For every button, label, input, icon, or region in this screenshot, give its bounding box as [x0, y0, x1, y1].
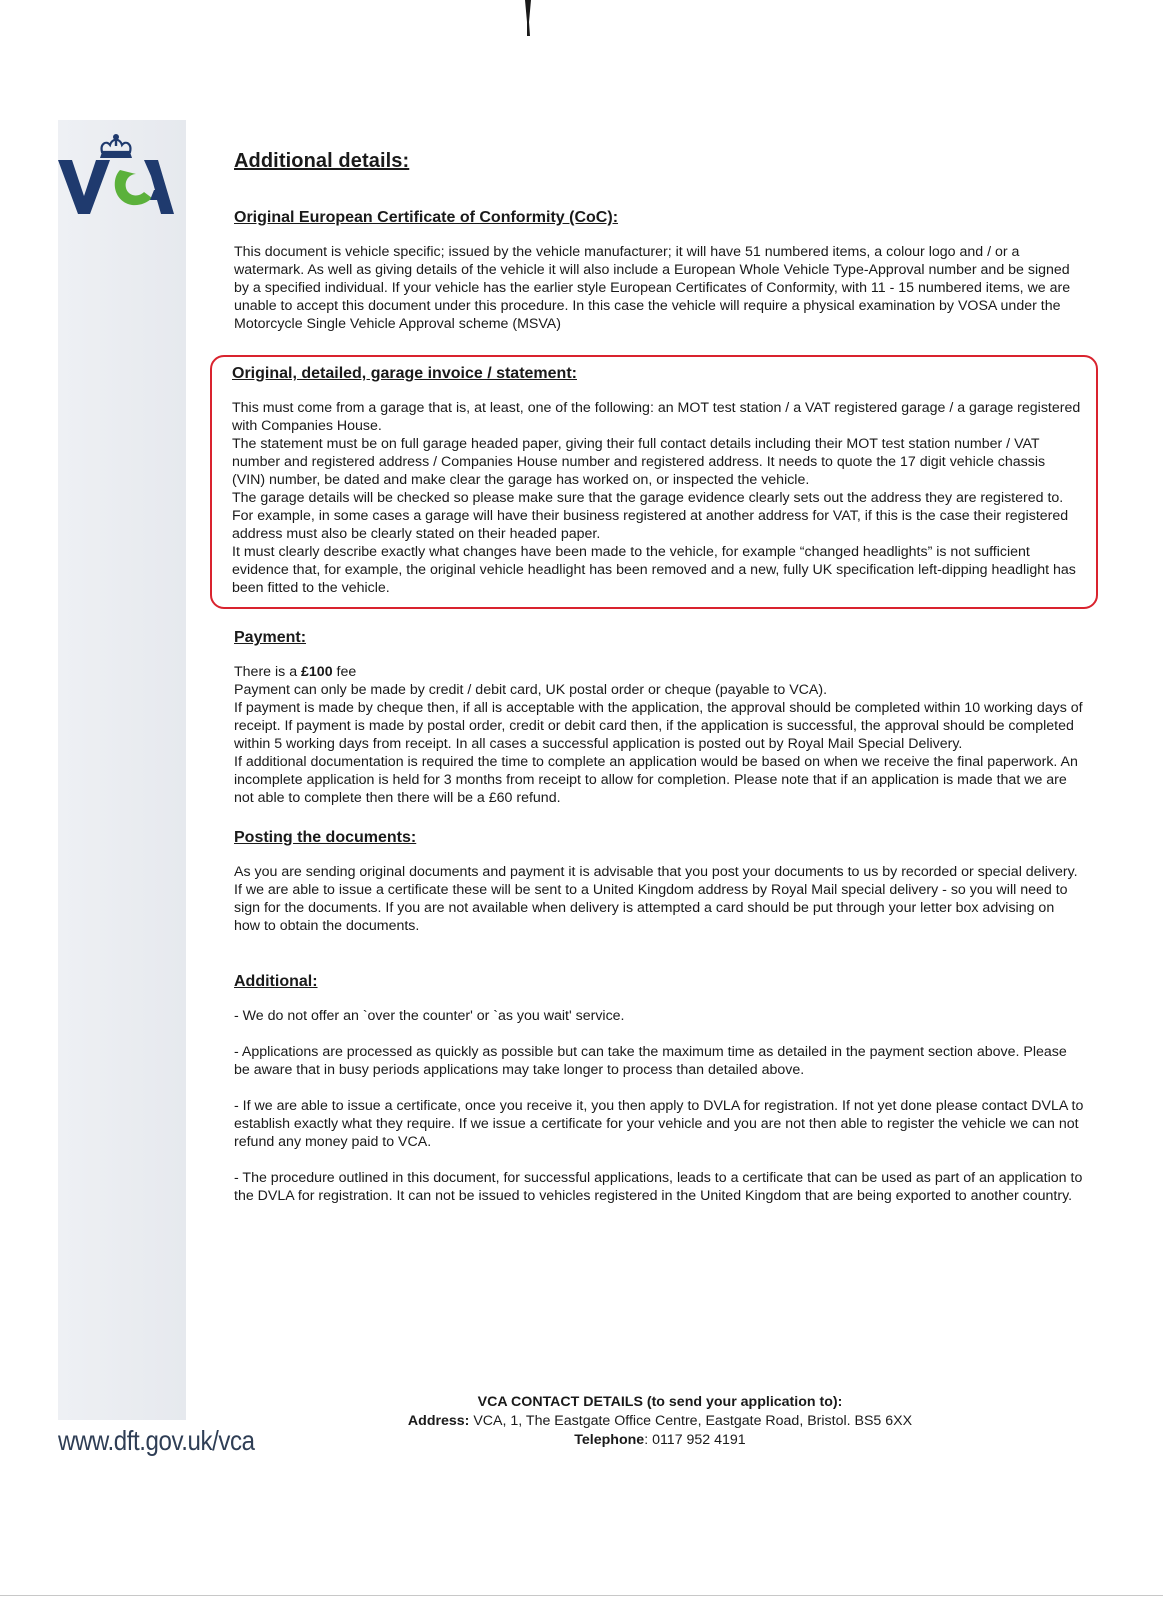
- fee-suffix: fee: [332, 664, 357, 680]
- page-edge-line: [0, 1595, 1163, 1596]
- vca-logo: [58, 132, 174, 214]
- payment-heading: Payment:: [234, 629, 307, 646]
- website-url: www.dft.gov.uk/vca: [58, 1425, 255, 1456]
- vca-logo-mark: [58, 156, 174, 216]
- additional-heading: Additional:: [234, 973, 318, 990]
- page-title: Additional details:: [234, 150, 410, 172]
- coc-section: [234, 209, 1084, 333]
- posting-section: [234, 829, 1084, 935]
- payment-paragraph: If additional documentation is required the time to complete an application would be based on when we receive the final paperwork. An incomplete application is held for 3 months from receipt to allow for completion. Please note that if an application is made that we are not able to complete then there will be a £60 refund.: [234, 754, 1078, 806]
- garage-paragraph: The garage details will be checked so please make sure that the garage evidence clearly sets out the address they are registered to. For example, in some cases a garage will have their business registered at another address for VAT, if this is the case their registered address must also be clearly stated on their headed paper.: [232, 490, 1069, 542]
- garage-section-highlight: [210, 355, 1098, 609]
- address-label: Address:: [407, 1413, 470, 1429]
- payment-section: [234, 629, 1084, 807]
- additional-item: - Applications are processed as quickly as possible but can take the maximum time as detailed in the payment section above. Please be aware that in busy periods applications may take longer to process than detailed above.: [234, 1044, 1067, 1078]
- posting-heading: Posting the documents:: [234, 829, 417, 846]
- scan-mark: [524, 0, 532, 36]
- payment-paragraph: If payment is made by cheque then, if all is acceptable with the application, the approval should be completed within 10 working days of receipt. If payment is made by postal order, credit or debit card then, if the application is successful, the approval should be completed within 5 working days from receipt. In all cases a successful application is posted out by Royal Mail Special Delivery.: [234, 700, 1083, 752]
- coc-body: This document is vehicle specific; issued by the vehicle manufacturer; it will have 51 numbered items, a colour logo and / or a watermark. As well as giving details of the vehicle it will also include a European Whole Vehicle Type-Approval number and be signed by a specified individual. If your vehicle has the earlier style European Certificates of Conformity, with 11 - 15 numbered items, we are unable to accept this document under this procedure. In this case the vehicle will require a physical examination by VOSA under the Motorcycle Single Vehicle Approval scheme (MSVA): [234, 244, 1071, 332]
- main-content: [234, 150, 1084, 1227]
- fee-prefix: There is a: [234, 664, 302, 680]
- additional-item: - We do not offer an `over the counter' or `as you wait' service.: [234, 1008, 625, 1024]
- left-margin-band: [58, 120, 186, 1420]
- garage-paragraph: The statement must be on full garage headed paper, giving their full contact details including their MOT test station number / VAT number and registered address / Companies House number and registered address. It needs to quote the 17 digit vehicle chassis (VIN) number, be dated and make clear the garage has worked on, or inspected the vehicle.: [232, 436, 1046, 488]
- payment-fee: [234, 663, 1084, 681]
- coc-heading: Original European Certificate of Conformity (CoC):: [234, 209, 619, 226]
- additional-item: - If we are able to issue a certificate, once you receive it, you then apply to DVLA for registration. If not yet done please contact DVLA to establish exactly what they require. If we issue a certificate for your vehicle and you are not then able to register the vehicle we can not refund any money paid to VCA.: [234, 1098, 1084, 1150]
- phone-value: : 0117 952 4191: [644, 1432, 746, 1448]
- contact-title: VCA CONTACT DETAILS (to send your application to):: [477, 1394, 843, 1410]
- garage-paragraph: It must clearly describe exactly what changes have been made to the vehicle, for example “changed headlights” is not sufficient evidence that, for example, the original vehicle headlight has been removed and a new, fully UK specification left-dipping headlight has been fitted to the vehicle.: [232, 544, 1076, 596]
- additional-item: - The procedure outlined in this document, for successful applications, leads to a certificate that can be used as part of an application to the DVLA for registration. It can not be issued to vehicles registered in the United Kingdom that are being exported to another country.: [234, 1170, 1083, 1204]
- garage-paragraph: This must come from a garage that is, at least, one of the following: an MOT test station / a VAT registered garage / a garage registered with Companies House.: [232, 400, 1081, 434]
- fee-amount: £100: [301, 664, 333, 680]
- posting-body: As you are sending original documents and payment it is advisable that you post your documents to us by recorded or special delivery. If we are able to issue a certificate these will be sent to a United Kingdom address by Royal Mail special delivery - so you will need to sign for the documents. If you are not available when delivery is attempted a card should be put through your letter box advising on how to obtain the documents.: [234, 864, 1078, 934]
- additional-section: [234, 973, 1084, 1205]
- phone-label: Telephone: [574, 1432, 645, 1448]
- contact-address: [370, 1412, 950, 1431]
- payment-paragraph: Payment can only be made by credit / debit card, UK postal order or cheque (payable to VCA).: [234, 682, 828, 698]
- contact-phone: [370, 1431, 950, 1450]
- garage-heading: Original, detailed, garage invoice / statement:: [232, 365, 577, 382]
- address-value: VCA, 1, The Eastgate Office Centre, Eastgate Road, Bristol. BS5 6XX: [469, 1413, 913, 1429]
- contact-details: [370, 1393, 950, 1450]
